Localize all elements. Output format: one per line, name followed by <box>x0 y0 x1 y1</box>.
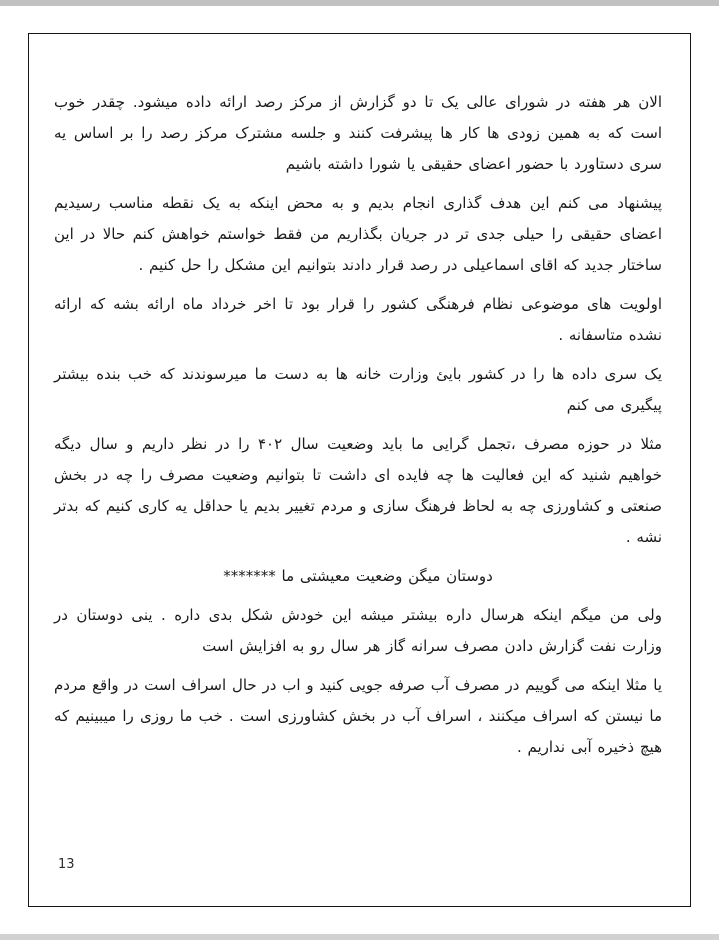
paragraph: اولویت های موضوعی نظام فرهنگی کشور را قرار بود تا اخر خرداد ماه ارائه بشه که ارائه نشده متاسفانه . <box>54 295 662 344</box>
paragraph: ولی من میگم اینکه هرسال داره بیشتر میشه این خودش شکل بدی داره . ینی دوستان در وزارت نفت گزارش دادن مصرف سرانه گاز هر سال رو به افزایش است <box>54 606 662 655</box>
paragraph: یک سری داده ها را در کشور بایئ وزارت خانه ها به دست ما میرسوندند که خب بنده بیشتر پیگیری می کنم <box>54 365 662 414</box>
viewer-edge-top <box>0 0 719 6</box>
page-number: 13 <box>58 857 75 872</box>
paragraph: مثلا در حوزه مصرف ،تجمل گرایی ما باید وضعیت سال ۴۰۲ را در نظر داریم و سال دیگه خواهیم شنید که این فعالیت ها چه فایده ای داشت تا بتوانیم وضعیت مصرف را چه در بخش صنعتی و کشاورزی چه به لحاظ فرهنگ سازی و مردم تغییر بدیم یا حداقل یه کاری کنیم که بدتر نشه . <box>54 435 662 546</box>
page-text-block <box>54 87 662 771</box>
separator-line: دوستان میگن وضعیت معیشتی ما ******* <box>223 567 493 585</box>
paragraph: الان هر هفته در شورای عالی یک تا دو گزارش از مرکز رصد ارائه داده میشود. چقدر خوب است که به همین زودی ها کار ها پیشرفت کنند و جلسه مشترک مرکز رصد را بر اساس یه سری دستاورد با حضور اعضای حقیقی یا شورا داشته باشیم <box>54 93 662 173</box>
paragraph: پیشنهاد می کنم این هدف گذاری انجام بدیم و به محض اینکه به یک نقطه مناسب رسیدیم اعضای حقیقی را حیلی جدی تر در جریان بگذاریم من فقط خواستم خواهش کنم حالا در این ساختار جدید که اقای اسماعیلی در رصد قرار دادند بتوانیم این مشکل را حل کنیم . <box>54 194 662 274</box>
page-border-frame <box>28 33 691 907</box>
paragraph: یا مثلا اینکه می گوییم در مصرف آب صرفه جویی کنید و اب در حال اسراف است در واقع مردم ما نیستن که اسراف میکنند ، اسراف آب در بخش کشاورزی است . خب ما روزی را میبینیم که هیچ ذخیره آبی نداریم . <box>54 676 662 756</box>
viewer-edge-bottom <box>0 934 719 940</box>
